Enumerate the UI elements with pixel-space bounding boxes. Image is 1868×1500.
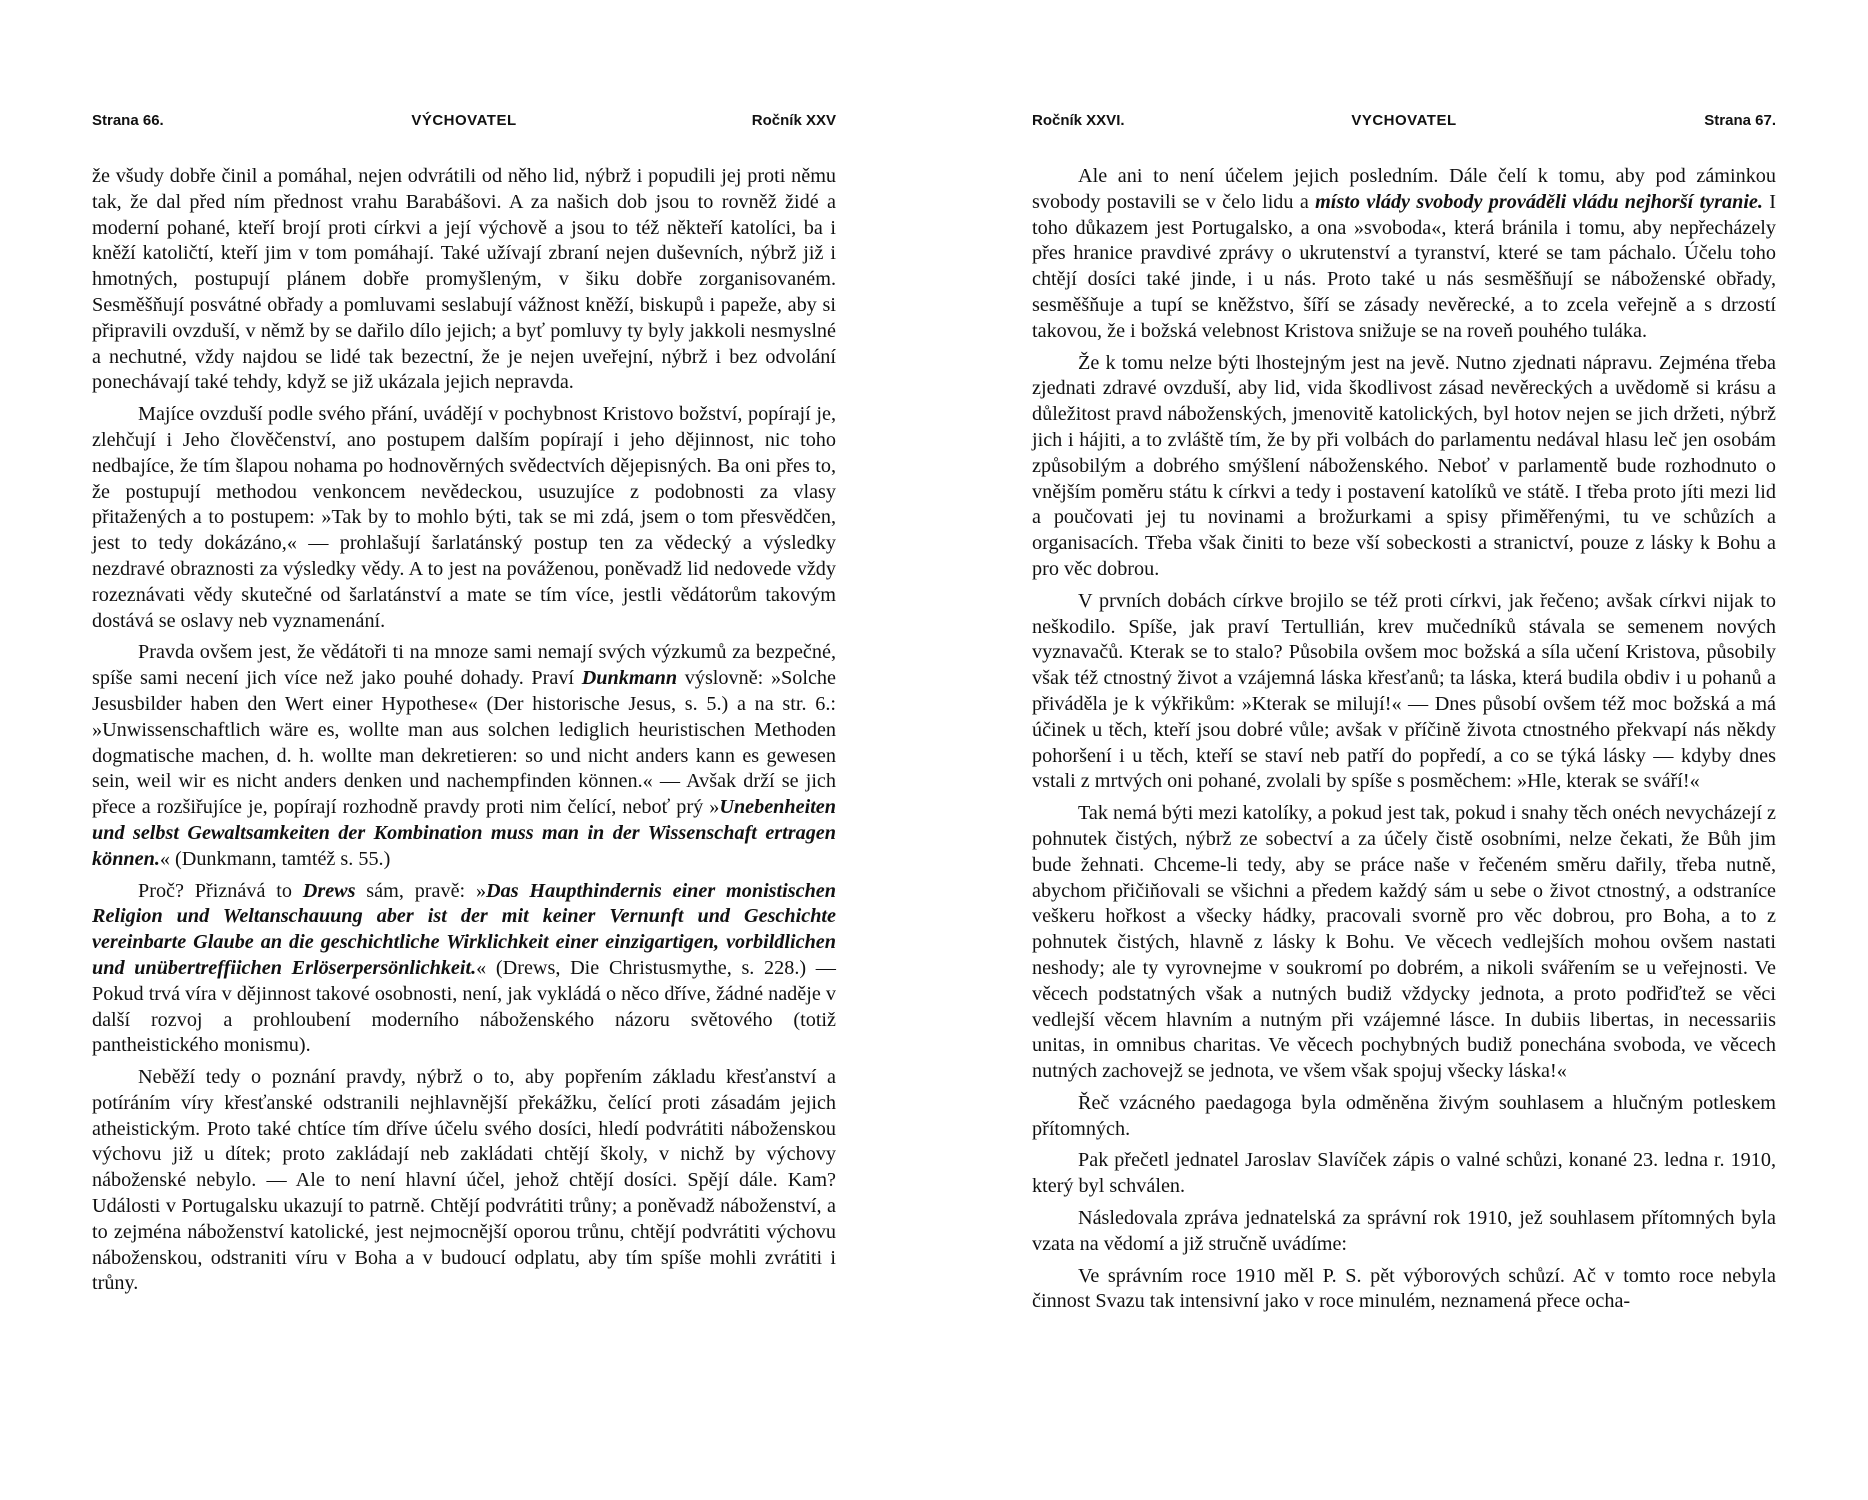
- right-page-body: [1032, 164, 1776, 1321]
- journal-title: VÝCHOVATEL: [411, 112, 517, 129]
- emphasis: Unebenheiten und selbst Gewaltsamkeiten der Kombination muss man in der Wissenschaft ertragen können.: [92, 796, 836, 870]
- paragraph: Pravda ovšem jest, že vědátoři ti na mnoze sami nemají svých výzkumů za bezpečné, spíše sami necení jich více než jako pouhé dohady. Praví Dunkmann výslovně: »Solche Jesusbilder haben den Wert einer Hypothese« (Der historische Jesus, s. 5.) a na str. 6.: »Unwissenschaftlich wäre es, wollte man aus solchen lediglich heuristischen Methoden dogmatische machen, d. h. wollte man dekretieren: so und nicht anders kann es gewesen sein, weil wir es nicht anders denken und nachempfinden können.« — Avšak drží se jich přece a rozšiřujíce je, popírají rozhodně pravdy proti nim čelící, neboť prý »Unebenheiten und selbst Gewaltsamkeiten der Kombination muss man in der Wissenschaft ertragen können.« (Dunkmann, tamtéž s. 55.): [92, 641, 836, 870]
- left-page-header: [92, 112, 836, 136]
- paragraph: Ale ani to není účelem jejich posledním. Dále čelí k tomu, aby pod záminkou svobody postavili se v čelo lidu a místo vlády svobody prováděli vládu nejhorší tyranie. I toho důkazem jest Portugalsko, a ona »svoboda«, která bránila i tomu, aby nepřecházely přes hranice pravdivé zprávy o ukrutenství a tyranství, které se tam páchalo. Účelu toho chtějí dosíci také jinde, i u nás. Proto také u nás sesměšňují se náboženské obřady, sesměšňuje a tupí se kněžstvo, šíří se zásady nevěrecké, a to zcela veřejně a s drzostí takovou, že i božská velebnost Kristova snižuje se na roveň pouhého tuláka.: [1032, 165, 1776, 342]
- paragraph: Pak přečetl jednatel Jaroslav Slavíček zápis o valné schůzi, konané 23. ledna r. 1910, který byl schválen.: [1032, 1149, 1776, 1198]
- paragraph: Tak nemá býti mezi katolíky, a pokud jest tak, pokud i snahy těch onéch nevycházejí z pohnutek čistých, nýbrž ze sobectví a za účely čistě osobními, nelze čekati, že Bůh jim bude žehnati. Chceme-li tedy, aby se práce naše v řečeném směru dařily, třeba nutně, abychom přičiňovali se všichni a předem každý sám u sebe o život ctnostný, a odstraníce veškeru hořkost a všecky hádky, pracovali svorně pro věc dobrou, pro Boha, a to z pohnutek čistých, hlavně z lásky k Bohu. Ve věcech vedlejších mohou ovšem nastati neshody; ale ty vyrovnejme v soukromí po dobrém, a nikoli svářením se u veřejnosti. Ve věcech podstatných však a nutných budiž vždycky jednota, a proto podřiďtež se věci vedlejší věcem hlavním a nutným při vzájemné lásce. In dubiis libertas, in necessariis unitas, in omnibus charitas. Ve věcech pochybných budiž ponechána svoboda, ve věcech nutných zachovejž se jednota, ve všem však spojuj všecky láska!«: [1032, 802, 1776, 1083]
- right-page: [1032, 0, 1776, 1500]
- paragraph: Následovala zpráva jednatelská za správní rok 1910, jež souhlasem přítomných byla vzata na vědomí a již stručně uvádíme:: [1032, 1207, 1776, 1255]
- emphasis: místo vlády svobody prováděli vládu nejhorší tyranie.: [1315, 190, 1763, 213]
- paragraph: že všudy dobře činil a pomáhal, nejen odvrátili od něho lid, nýbrž i popudili jej proti němu tak, že dal před ním přednost vrahu Barabášovi. A za našich dob jsou to rovněž židé a moderní pohané, kteří brojí proti církvi a její výchově a jsou to též někteří katolíci, ba i kněží katoličtí, kteří jim v tom pomáhají. Také užívají zbraní nejen duševních, nýbrž již i hmotných, postupují plánem dobře promyšleným, v šiku dobře zorganisovaném. Sesměšňují posvátné obřady a pomluvami seslabují vážnost kněží, biskupů i papeže, aby si připravili ovzduší, v němž by se dařilo dílo jejich; a byť pomluvy ty byly jakkoli nesmyslné a nechutné, vždy najdou se lidé tak bezectní, že je nejen uveřejní, nýbrž i bez odvolání ponechávají také tehdy, když se již ukázala jejich nepravda.: [92, 165, 836, 394]
- paragraph: V prvních dobách církve brojilo se též proti církvi, jak řečeno; avšak církvi nijak to neškodilo. Spíše, jak praví Tertullián, krev mučedníků stávala se semenem nových vyznavačů. Kterak se to stalo? Působila ovšem moc božská a síla učení Kristova, působily však též ctnostný život a vzájemná láska křesťanů; ta láska, která budila obdiv i u pohanů a přiváděla je k výkřikům: »Kterak se milují!« — Dnes působí ovšem též moc božská a má účinek u těch, kteří jsou dobré vůle; avšak v příčině života ctnostného překvapí nás někdy pohoršení i u těch, kteří se staví neb patří do popředí, a co se týká lásky — kdyby dnes vstali z mrtvých oni pohané, zvolali by spíše s posměchem: »Hle, kterak se sváří!«: [1032, 589, 1776, 793]
- journal-title: VYCHOVATEL: [1351, 112, 1457, 129]
- paragraph: Majíce ovzduší podle svého přání, uvádějí v pochybnost Kristovo božství, popírají je, zlehčují i Jeho člověčenství, ano postupem dalším popírají i jeho dějinnost, nic toho nedbajíce, že tím šlapou nohama po hodnověrných svědectvích dějepisných. Ba oni přes to, že postupují methodou venkoncem nevědeckou, usuzujíce z podobnosti za vlasy přitažených a to postupem: »Tak by to mohlo býti, tak se mi zdá, jsem o tom přesvědčen, jest to tedy dokázáno,« — prohlašují šarlatánský postup ten za vědecký a výsledky nezdravé obraznosti za výsledky vědy. A to jest na pováženou, poněvadž lid nedovede vždy rozeznávati vědy skutečné od šarlatánství a mate se tím více, jestli vědátorům takovým dostává se oslavy neb vyznamenání.: [92, 403, 836, 632]
- page-number: Strana 66.: [92, 112, 164, 129]
- right-page-header: [1032, 112, 1776, 136]
- paragraph: Řeč vzácného paedagoga byla odměněna živým souhlasem a hlučným potleskem přítomných.: [1032, 1091, 1776, 1140]
- emphasis: Das Haupthindernis einer monistischen Religion und Weltanschauung aber ist der mit keiner Vernunft und Geschichte vereinbarte Glaube an die geschichtliche Wirklichkeit einer einzigartigen, vorbildlichen und unübertreffiichen Erlöserpersönlichkeit.: [92, 879, 836, 979]
- page-number: Strana 67.: [1704, 112, 1776, 129]
- paragraph: Proč? Přiznává to Drews sám, pravě: »Das Haupthindernis einer monistischen Religion und Weltanschauung aber ist der mit keiner Vernunft und Geschichte vereinbarte Glaube an die geschichtliche Wirklichkeit einer einzigartigen, vorbildlichen und unübertreffiichen Erlöserpersönlichkeit.« (Drews, Die Christusmythe, s. 228.) — Pokud trvá víra v dějinnost takové osobnosti, není, jak vykládá o něco dříve, žádné naděje v další rozvoj a prohloubení moderního náboženského názoru světového (totiž pantheistického monismu).: [92, 879, 836, 1057]
- paragraph: Že k tomu nelze býti lhostejným jest na jevě. Nutno zjednati nápravu. Zejména třeba zjednati zdravé ovzduší, aby lid, vida škodlivost zásad nevěreckých a uvědomě si krásu a důležitost pravd náboženských, jmenovitě katolických, byl hotov nejen se jich držeti, nýbrž jich i hájiti, a to zvláště tím, že by při volbách do parlamentu nedával hlasu leč jen osobám způsobilým a dobrého smýšlení náboženského. Neboť v parlamentě bude rozhodnuto o vnějším poměru státu k církvi a tedy i postavení katolíků ve státě. I třeba proto jíti mezi lid a poučovati jej tu novinami a brožurkami a spisy přiměřenými, tu ve schůzích a organisacích. Třeba však činiti to beze vší sobeckosti a stranictví, pouze z lásky k Bohu a pro věc dobrou.: [1032, 351, 1776, 580]
- left-page: [92, 0, 836, 1500]
- volume-label: Ročník XXVI.: [1032, 112, 1125, 129]
- emphasis: Dunkmann: [581, 667, 678, 690]
- left-page-body: [92, 164, 836, 1303]
- paragraph: Neběží tedy o poznání pravdy, nýbrž o to, aby popřením základu křesťanství a potíráním víry křesťanské odstranili nejhlavnější překážku, čelící proti zásadám jejich atheistickým. Proto také chtíce tím dříve účelu svého dosíci, hledí podvrátiti náboženskou výchovu již u dítek; proto zakládají neb zakládati chtějí školy, v nichž by výchovy náboženské nebylo. — Ale to není hlavní účel, jehož chtějí dosíci. Spějí dále. Kam? Události v Portugalsku ukazují to patrně. Chtějí podvrátiti trůny; a poněvadž náboženství, a to zejména náboženství katolické, jest nejmocnější oporou trůnu, chtějí podvrátiti výchovu náboženskou, odstraniti víru v Boha a v budoucí odplatu, aby tím spíše mohli zvrátiti i trůny.: [92, 1066, 836, 1295]
- paragraph: Ve správním roce 1910 měl P. S. pět výborových schůzí. Ač v tomto roce nebyla činnost Svazu tak intensivní jako v roce minulém, neznamená přece ocha-: [1032, 1264, 1776, 1313]
- volume-label: Ročník XXV: [751, 112, 836, 129]
- emphasis: Drews: [302, 879, 356, 902]
